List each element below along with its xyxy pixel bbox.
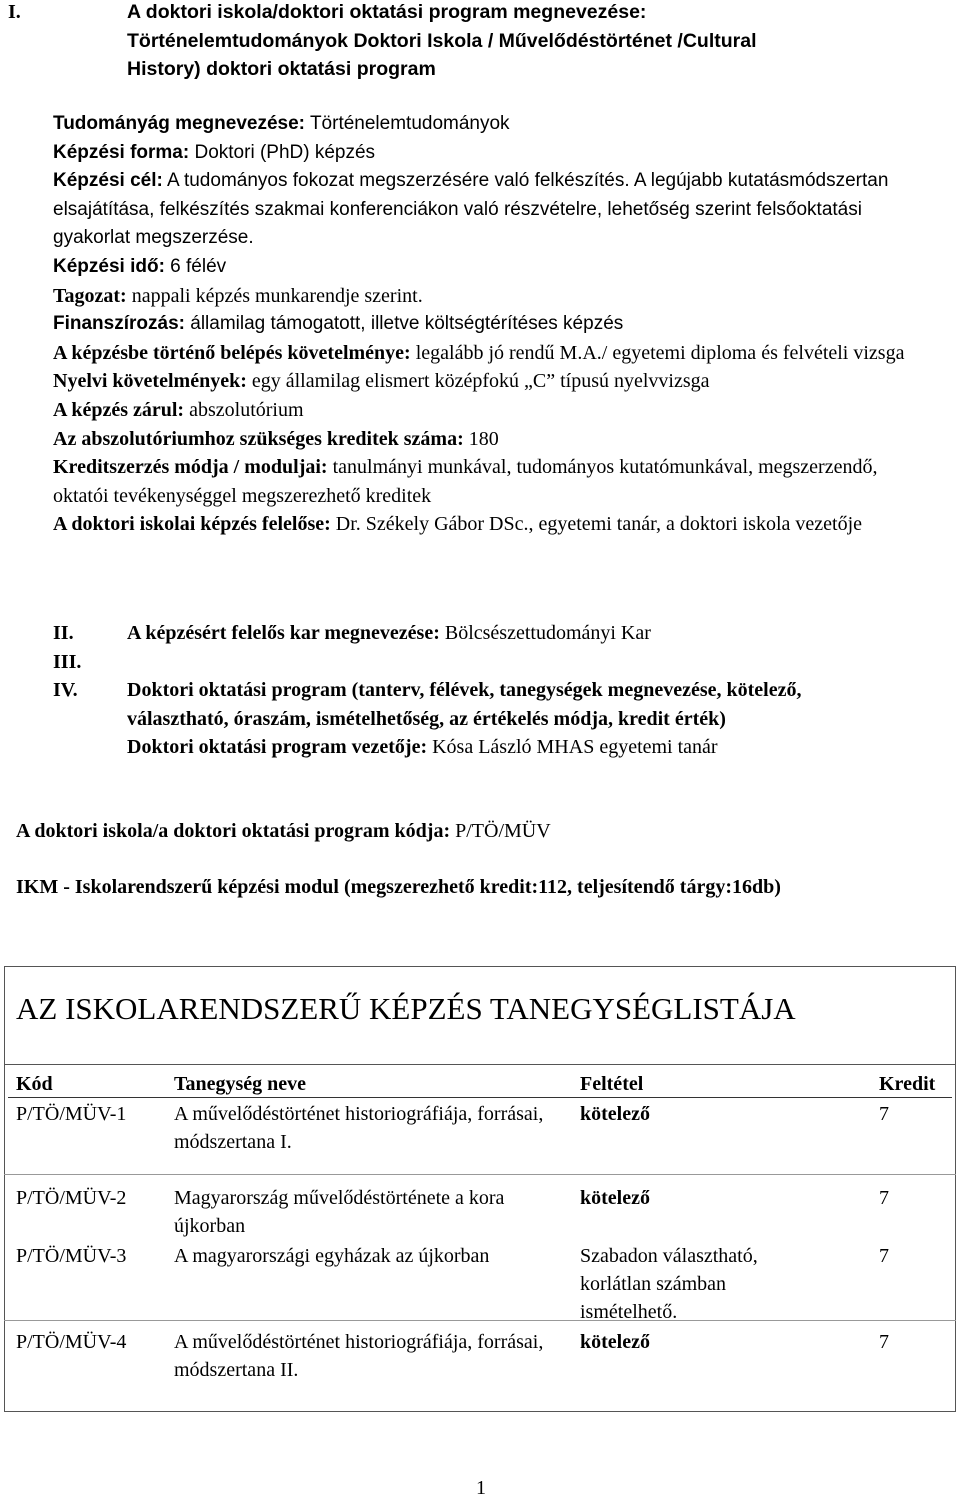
field-forma [53, 139, 933, 168]
section-1-title-line: Történelemtudományok Doktori Iskola / Művelődéstörténet /Cultural [127, 29, 757, 52]
header-condition: Feltétel [580, 1073, 644, 1095]
program-code [16, 817, 916, 846]
field-tagozat [53, 282, 933, 311]
row-3-condition: Szabadon választható, korlátlan számban ismételhető. [580, 1245, 758, 1323]
row-4-credit: 7 [879, 1331, 889, 1353]
section-1-title-line: A doktori iskola/doktori oktatási program megnevezése: [127, 1, 647, 23]
row-3-code: P/TÖ/MÜV-3 [16, 1245, 127, 1267]
program-code-label: A doktori iskola/a doktori oktatási program kódja: [16, 820, 451, 842]
header-code: Kód [16, 1073, 53, 1095]
row-divider [4, 1320, 956, 1321]
section-1-number: I. [8, 1, 21, 23]
field-label: Nyelvi követelmények: [53, 370, 247, 393]
section-4-title: Doktori oktatási program (tanterv, félévek, tanegységek megnevezése, kötelező, választható, óraszám, ismételhetőség, az értékelés módja, kredit érték) [127, 679, 802, 730]
section-2-label: A képzésért felelős kar megnevezése: [127, 622, 440, 644]
field-tudomanyag [53, 110, 933, 139]
program-fields [53, 110, 933, 539]
field-cel [53, 167, 933, 253]
field-label: Tagozat: [53, 284, 127, 307]
field-label: Finanszírozás: [53, 313, 185, 335]
row-1-name: A művelődéstörténet historiográfiája, forrásai, módszertana I. [174, 1103, 544, 1153]
field-belepes [53, 339, 933, 368]
course-table-title: AZ ISKOLARENDSZERŰ KÉPZÉS TANEGYSÉGLISTÁJA [16, 991, 796, 1026]
field-value: Dr. Székely Gábor DSc., egyetemi tanár, a doktori iskola vezetője [330, 513, 863, 536]
row-4-condition: kötelező [580, 1331, 650, 1353]
field-felelos [53, 510, 933, 539]
field-kreditszerzes [53, 453, 933, 510]
field-value: Doktori (PhD) képzés [189, 141, 376, 163]
row-4-code: P/TÖ/MÜV-4 [16, 1331, 127, 1353]
field-nyelvi [53, 367, 933, 396]
field-label: Az abszolutóriumhoz szükséges kreditek száma: [53, 427, 464, 450]
row-2-condition: kötelező [580, 1187, 650, 1209]
field-finanszirozas [53, 310, 933, 339]
page-number: 1 [476, 1477, 486, 1499]
field-label: Képzési cél: [53, 170, 163, 192]
section-4-number: IV. [53, 679, 78, 701]
field-label: A képzés zárul: [53, 398, 185, 421]
section-1-title [127, 0, 927, 84]
ikm-text: IKM - Iskolarendszerű képzési modul (megszerezhető kredit:112, teljesítendő tárgy:16db) [16, 876, 781, 898]
field-value: 180 [463, 427, 499, 450]
field-label: Tudományág megnevezése: [53, 113, 306, 134]
field-value: Történelemtudományok [305, 113, 510, 134]
section-3-number: III. [53, 651, 82, 673]
row-2-credit: 7 [879, 1187, 889, 1209]
course-table-title-box [4, 966, 956, 1065]
ikm-heading [16, 873, 856, 902]
field-label: Kreditszerzés módja / moduljai: [53, 456, 328, 479]
field-value: 6 félév [164, 255, 227, 277]
row-2-name: Magyarország művelődéstörténete a kora újkorban [174, 1187, 505, 1237]
field-kredit [53, 425, 933, 454]
section-4 [127, 676, 907, 762]
header-name: Tanegység neve [174, 1073, 307, 1095]
program-code-value: P/TÖ/MÜV [450, 820, 551, 842]
field-value: nappali képzés munkarendje szerint. [126, 284, 423, 307]
field-label: Képzési forma: [53, 141, 190, 163]
row-divider [4, 1174, 956, 1175]
section-4-leader-value: Kósa László MHAS egyetemi tanár [427, 736, 718, 758]
row-2-code: P/TÖ/MÜV-2 [16, 1187, 127, 1209]
row-1-code: P/TÖ/MÜV-1 [16, 1103, 127, 1125]
row-1-credit: 7 [879, 1103, 889, 1125]
table-header-rule [8, 1097, 952, 1098]
row-3-credit: 7 [879, 1245, 889, 1267]
section-4-leader [127, 733, 907, 762]
field-zarul [53, 396, 933, 425]
field-value: abszolutórium [184, 398, 304, 421]
field-value: A tudományos fokozat megszerzésére való felkészítés. A legújabb kutatásmódszertan elsajátítása, felkészítés szakmai konferenciákon való részvételre, lehetőség szerint felsőoktatási gyakorlat megszerzése. [53, 170, 889, 249]
row-4-name: A művelődéstörténet historiográfiája, forrásai, módszertana II. [174, 1331, 544, 1381]
section-2-value: Bölcsészettudományi Kar [439, 622, 651, 644]
field-ido [53, 253, 933, 282]
section-1-title-line: History) doktori oktatási program [127, 58, 436, 80]
field-label: Képzési idő: [53, 255, 165, 277]
field-value: egy államilag elismert középfokú „C” típusú nyelvvizsga [246, 370, 710, 393]
field-label: A doktori iskolai képzés felelőse: [53, 513, 331, 536]
row-1-condition: kötelező [580, 1103, 650, 1125]
field-label: A képzésbe történő belépés követelménye: [53, 341, 411, 364]
field-value: államilag támogatott, illetve költségtérítéses képzés [184, 313, 624, 335]
header-credit: Kredit [879, 1073, 936, 1095]
section-2-number: II. [53, 622, 74, 644]
section-4-leader-label: Doktori oktatási program vezetője: [127, 736, 428, 758]
field-value: legalább jó rendű M.A./ egyetemi diploma és felvételi vizsga [410, 341, 905, 364]
row-3-name: A magyarországi egyházak az újkorban [174, 1245, 490, 1267]
section-2 [127, 619, 907, 648]
field-value: tanulmányi munkával, tudományos kutatómunkával, megszerzendő, oktatói tevékenységgel megszerezhető kreditek [53, 456, 878, 507]
